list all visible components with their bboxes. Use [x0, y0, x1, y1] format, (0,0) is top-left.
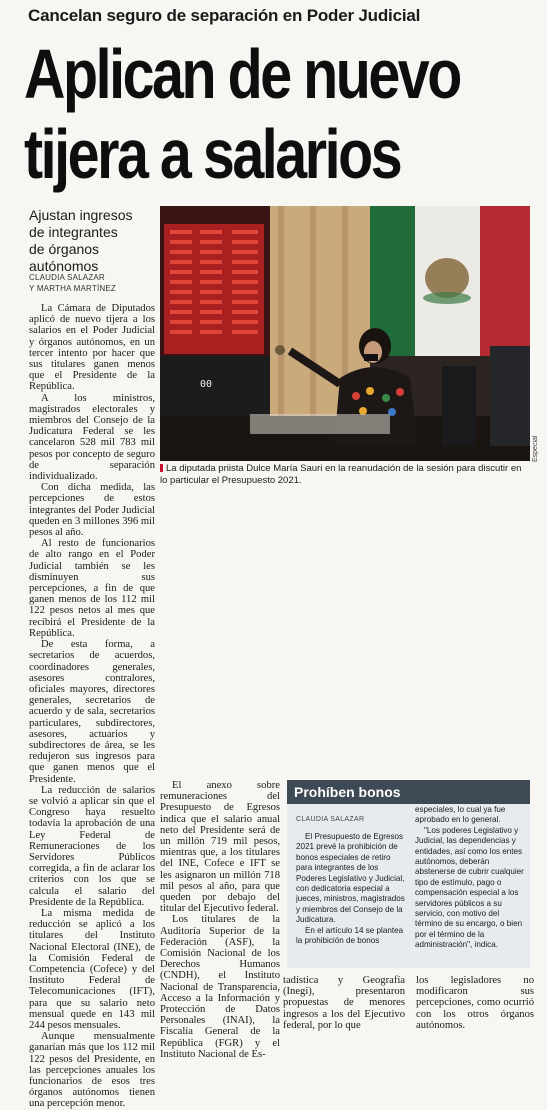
- paragraph: "Los poderes Legislativo y Judicial, las dependencias y entidades, así como los entes autónomos, deberán abstenerse de cubrir cualquier tipo de estímulo, pago o compensación especial a los servidores públicos a su servicio, con motivo del término de su encargo, o bien por el término de la administración", indica.: [415, 825, 524, 950]
- paragraph: Con dicha medida, las percepciones de estos integrantes del Poder Judicial queden en 3 millones 396 mil pesos al año.: [29, 482, 155, 539]
- deck-line-4: autónomos: [29, 258, 99, 274]
- byline-line-1: CLAUDIA SALAZAR: [29, 273, 105, 282]
- mexican-flag: [370, 206, 530, 356]
- paragraph: El Presupuesto de Egresos 2021 prevé la prohibición de bonos especiales de retiro para integrantes de los Poderes Legislativo y Judicial, con dedicatoria especial a jueces, ministros, magistrados y miembros del Consejo de la Judicatura.: [296, 832, 405, 925]
- headline: [24, 34, 460, 194]
- byline-line-2: Y MARTHA MARTÍNEZ: [29, 284, 116, 293]
- paragraph: Los titulares de la Auditoría Superior de la Federación (ASF), la Comisión Nacional de los Derechos Humanos (CNDH), el Instituto Nacional de Transparencia, Acceso a la Información y Protección de Datos Personales (INAI), la Fiscalía General de la República (FGR) y el Instituto Nacional de Es-: [160, 914, 280, 1060]
- sidebar-column-2: [415, 805, 527, 951]
- clock-readout: 00: [200, 379, 213, 390]
- paragraph: La Cámara de Diputados aplicó de nuevo tijera a los salarios en el Poder Judicial y órganos autónomos, en un tercer intento por hacer que sus titulares ganen menos que el Presidente de la República.: [29, 303, 155, 393]
- sidebar-column-1: [296, 832, 408, 946]
- vote-board: [164, 224, 264, 354]
- paragraph: La reducción de salarios se volvió a aplicar sin que el Congreso haya resuelto todavía la aprobación de una Ley Federal de Remuneraciones de los Servidores Públicos corregida, a fin de aclarar los criterios con los que se calcula el salario del Presidente de la República.: [29, 784, 155, 908]
- paragraph: Aunque mensualmente ganarían más que los 112 mil 122 pesos del Presidente, en las percepciones anuales los funcionarios de esos tres órganos autónomos tienen una percepción menor.: [29, 1031, 155, 1110]
- news-photo: [160, 206, 530, 461]
- paragraph: especiales, lo cual ya fue aprobado en lo general.: [415, 805, 506, 825]
- deck-line-1: Ajustan ingresos: [29, 207, 133, 223]
- paragraph: A los ministros, magistrados electorales y miembros del Consejo de la Judicatura Federal se les cancelaron 528 mil 783 mil pesos por concepto de seguro de separación individualizado.: [29, 392, 155, 483]
- deck-line-3: de órganos: [29, 241, 100, 257]
- sidebar-box: [287, 780, 530, 968]
- byline: [29, 272, 159, 294]
- paragraph: tadística y Geografía (Inegi), presentaron propuestas de menores ingresos a los del Ejecutivo federal, por lo que: [283, 975, 405, 1031]
- paragraph: Al resto de funcionarios de alto rango en el Poder Judicial también se les disminuyen sus percepciones, a fin de que ganen menos de los 112 mil 122 pesos netos al mes que recibirá el Presidente de la República.: [29, 538, 155, 639]
- paragraph: En el artículo 14 se plantea la prohibición de bonos: [296, 925, 404, 946]
- caption-text: La diputada priista Dulce María Sauri en la reanudación de la sesión para discutir en lo particular el Presupuesto 2021.: [160, 463, 522, 486]
- article-column-1: [29, 303, 155, 1110]
- kicker: Cancelan seguro de separación en Poder Judicial: [28, 6, 421, 25]
- photo-illustration: [160, 206, 530, 461]
- deck-line-2: de integrantes: [29, 224, 118, 240]
- sidebar-byline: CLAUDIA SALAZAR: [296, 816, 365, 823]
- deck-subheading: [29, 207, 155, 275]
- paragraph: De esta forma, a secretarios de acuerdos, coordinadores generales, asesores contralores, oficiales mayores, directores generales, secretarios de acuerdo y de sala, secretarios particulares, subdirectores, asesores, actuarios y subdirectores de área, se les redujeron sus ingresos para que ganen menos que el Presidente.: [29, 639, 155, 785]
- headline-line-2: tijera a salarios: [24, 115, 401, 193]
- photo-credit: Especial: [532, 435, 539, 462]
- caption-marker: [160, 464, 163, 472]
- article-column-2: [160, 780, 280, 1060]
- headline-line-1: Aplican de nuevo: [24, 35, 460, 113]
- paragraph: los legisladores no modificaron sus percepciones, como ocurrió con los otros órganos autónomos.: [416, 975, 534, 1031]
- photo-caption: [160, 463, 530, 487]
- article-column-3: [283, 975, 405, 1031]
- paragraph: La misma medida de reducción se aplicó a los titulares del Instituto Nacional Electoral (INE), de la Comisión Federal de Competencia (Cofece) y del Instituto Federal de Telecomunicaciones (IFT), para que su salario neto mensual quede en 143 mil 244 pesos mensuales.: [29, 907, 155, 1031]
- sidebar-title: Prohíben bonos: [287, 780, 530, 804]
- paragraph: El anexo sobre remuneraciones del Presupuesto de Egresos indica que el salario anual neto del Presidente será de un millón 719 mil pesos, mientras que, a los titulares del INE, Cofece e IFT se les asignaron un millón 718 mil pesos al año, para que queden por debajo del titular del Ejecutivo federal.: [160, 780, 280, 915]
- article-column-4: [416, 975, 534, 1031]
